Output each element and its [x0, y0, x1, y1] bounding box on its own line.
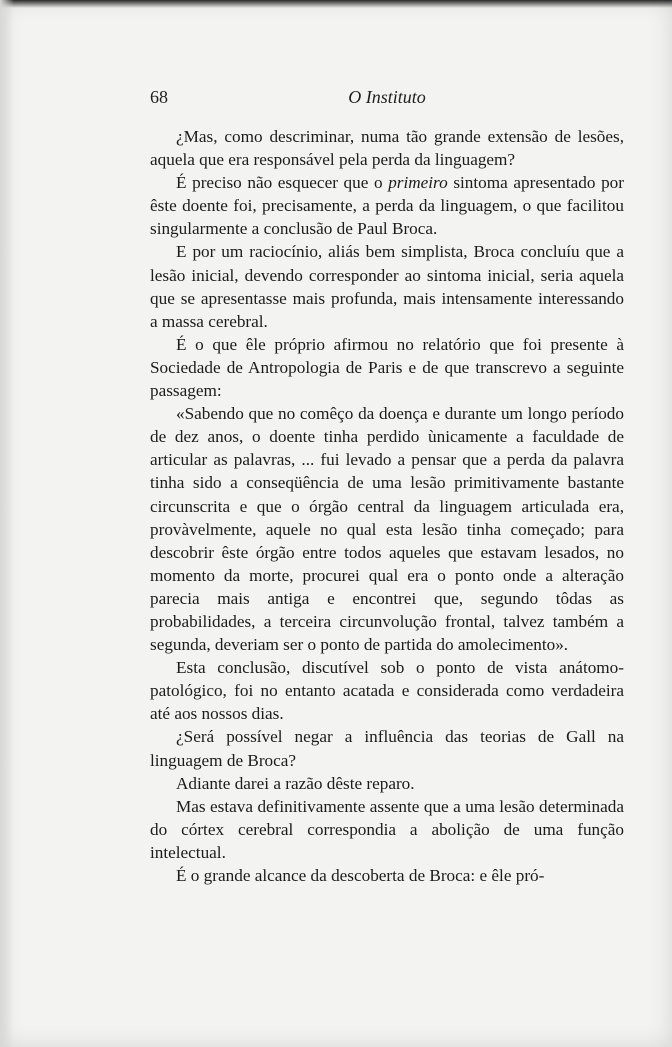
paragraph-text: Esta conclusão, discutível sob o ponto de vista anátomo-patológico, foi no entanto acatada e considerada como verdadeira até aos nossos dias. — [150, 658, 624, 724]
paragraph — [150, 795, 624, 864]
running-title: O Instituto — [348, 87, 426, 107]
quotation-paragraph — [150, 402, 624, 656]
page-header — [150, 87, 624, 115]
body-text — [150, 125, 624, 887]
paragraph-text: Adiante darei a razão dêste reparo. — [176, 773, 415, 793]
paragraph-text: ¿Será possível negar a influência das teorias de Gall na linguagem de Broca? — [150, 727, 624, 770]
page-gutter-shadow — [0, 0, 14, 1047]
paragraph — [150, 333, 624, 402]
paragraph — [150, 725, 624, 771]
page-top-shadow — [0, 0, 672, 8]
paragraph-text: «Sabendo que no comêço da doença e durante um longo período de dez anos, o doente tinha perdido ùnicamente a faculdade de articular as palavras, ... fui levado a pensar que a perda da palavra tinha sido a conseqüência de uma lesão primitivamente bastante circunscrita e que o órgão central da linguagem articulada era, provàvelmente, aquele no qual esta lesão tinha começado; para descobrir êste órgão entre todos aqueles que estavam lesados, no momento da morte, procurei qual era o ponto onde a alteração parecia mais antiga e encontrei que, segundo tôdas as probabilidades, a terceira circunvolução frontal, talvez também a segunda, deveriam ser o ponto de partida do amolecimento». — [150, 404, 624, 655]
paragraph — [150, 240, 624, 332]
paragraph-text: É preciso não esquecer que o — [176, 173, 389, 193]
paragraph-text: Mas estava definitivamente assente que a uma lesão determinada do córtex cerebral correspondia a abolição de uma função intelectual. — [150, 796, 624, 862]
paragraph — [150, 656, 624, 725]
paragraph — [150, 171, 624, 240]
paragraph-text: ¿Mas, como descriminar, numa tão grande extensão de lesões, aquela que era responsável pela perda da linguagem? — [150, 127, 624, 170]
emphasis-text: primeiro — [388, 173, 448, 193]
paragraph — [150, 772, 624, 795]
paragraph-text: sintoma apresentado por êste doente foi, precisamente, a perda da linguagem, o que facilitou singularmente a conclusão de Paul Broca. — [150, 173, 624, 239]
paragraph-text: É o grande alcance da descoberta de Broca: e êle pró- — [176, 866, 545, 885]
page-number: 68 — [150, 87, 168, 107]
paragraph — [150, 864, 624, 887]
paragraph-text: E por um raciocínio, aliás bem simplista, Broca concluíu que a lesão inicial, devendo corresponder ao sintoma inicial, seria aquela que se apresentasse mais profunda, mais intensamente interessando a massa cerebral. — [150, 242, 624, 331]
paragraph-text: É o que êle próprio afirmou no relatório que foi presente à Sociedade de Antropologia de Paris e de que transcrevo a seguinte passagem: — [150, 334, 624, 401]
paragraph — [150, 125, 624, 171]
